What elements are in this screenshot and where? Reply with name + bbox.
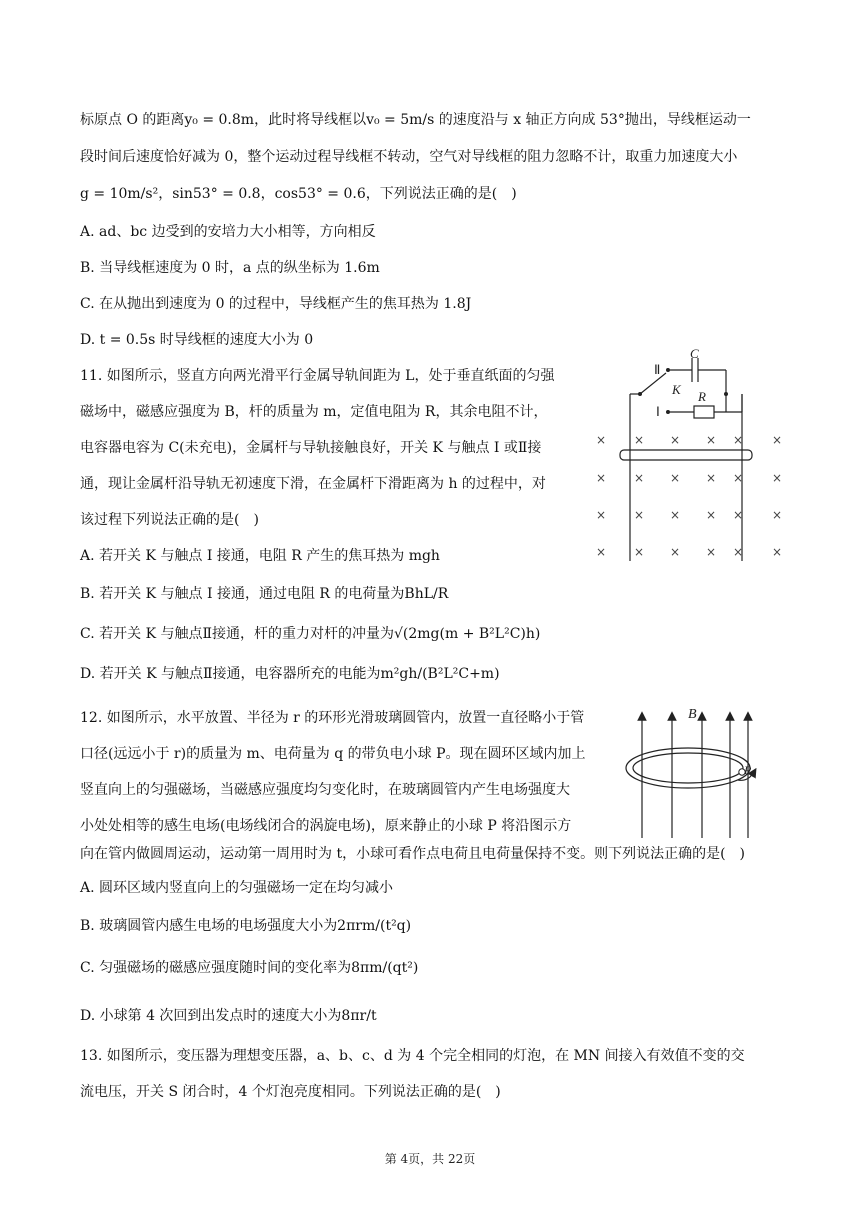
field-x-mark: × <box>670 508 681 522</box>
field-x-mark: × <box>670 471 681 485</box>
field-x-mark: × <box>706 433 717 447</box>
field-x-mark: × <box>596 471 607 485</box>
field-x-mark: × <box>772 508 783 522</box>
switch-pivot-dot <box>638 392 642 396</box>
field-x-mark: × <box>634 545 645 559</box>
label-ii: Ⅱ <box>654 362 661 377</box>
field-x-mark: × <box>706 471 717 485</box>
field-x-mark: × <box>596 433 607 447</box>
field-x-mark: × <box>772 471 783 485</box>
field-x-mark: × <box>733 471 744 485</box>
field-x-mark: × <box>634 433 645 447</box>
q12-line-5: 向在管内做圆周运动，运动第一周用时为 t，小球可看作点电荷且电荷量保持不变。则下列说法正确的是( ) <box>80 846 745 862</box>
q13-line-2: 流电压，开关 S 闭合时，4 个灯泡亮度相同。下列说法正确的是( ) <box>80 1084 501 1100</box>
intro-option-b: B. 当导线框速度为 0 时，a 点的纵坐标为 1.6m <box>80 260 380 276</box>
magnetic-field-marks <box>596 433 782 559</box>
field-x-mark: × <box>596 508 607 522</box>
q11-circuit-figure <box>588 346 788 564</box>
page-footer: 第 4页，共 22页 <box>384 1152 476 1166</box>
label-k: K <box>672 382 681 397</box>
q11-line-4: 通，现让金属杆沿导轨无初速度下滑，在金属杆下滑距离为 h 的过程中，对 <box>80 476 546 492</box>
intro-line-2: 段时间后速度恰好减为 0，整个运动过程导线框不转动，空气对导线框的阻力忽略不计，取重力加速度大小 <box>80 149 738 165</box>
intro-option-c: C. 在从抛出到速度为 0 的过程中，导线框产生的焦耳热为 1.8J <box>80 296 472 312</box>
q11-line-2: 磁场中，磁感应强度为 B，杆的质量为 m，定值电阻为 R，其余电阻不计， <box>80 404 548 420</box>
field-x-mark: × <box>706 545 717 559</box>
field-x-mark: × <box>670 433 681 447</box>
label-i: Ⅰ <box>656 404 660 419</box>
intro-option-a: A. ad、bc 边受到的安培力大小相等，方向相反 <box>80 224 376 240</box>
junction-dot <box>724 392 728 396</box>
q11-option-d: D. 若开关 K 与触点Ⅱ接通，电容器所充的电能为m²gh/(B²L²C+m) <box>80 666 500 682</box>
label-c: C <box>690 346 699 361</box>
q13-line-1: 13. 如图所示，变压器为理想变压器，a、b、c、d 为 4 个完全相同的灯泡，在 MN 间接入有效值不变的交 <box>80 1048 745 1064</box>
q12-option-b: B. 玻璃圆管内感生电场的电场强度大小为2πrm/(t²q) <box>80 918 412 934</box>
intro-line-3: g = 10m/s²，sin53° = 0.8，cos53° = 0.6，下列说法正确的是( ) <box>80 186 517 202</box>
q12-line-1: 12. 如图所示，水平放置、半径为 r 的环形光滑玻璃圆管内，放置一直径略小于管 <box>80 710 585 726</box>
intro-option-d: D. t = 0.5s 时导线框的速度大小为 0 <box>80 332 314 348</box>
field-x-mark: × <box>733 508 744 522</box>
q11-option-a: A. 若开关 K 与触点 Ⅰ 接通，电阻 R 产生的焦耳热为 mgh <box>80 548 440 564</box>
field-x-mark: × <box>634 508 645 522</box>
field-x-mark: × <box>634 471 645 485</box>
field-x-mark: × <box>706 508 717 522</box>
field-x-mark: × <box>772 545 783 559</box>
field-x-mark: × <box>772 433 783 447</box>
q12-ring-figure <box>620 702 770 842</box>
q11-option-c: C. 若开关 K 与触点Ⅱ接通，杆的重力对杆的冲量为√(2mg(m + B²L²C)h) <box>80 626 541 642</box>
intro-line-1: 标原点 O 的距离y₀ = 0.8m，此时将导线框以v₀ = 5m/s 的速度沿与 x 轴正方向成 53°抛出，导线框运动一 <box>80 112 751 128</box>
label-r: R <box>698 389 706 404</box>
q12-option-c: C. 匀强磁场的磁感应强度随时间的变化率为8πm/(qt²) <box>80 960 419 976</box>
q11-option-b: B. 若开关 K 与触点 Ⅰ 接通，通过电阻 R 的电荷量为BhL/R <box>80 586 449 602</box>
q11-line-3: 电容器电容为 C(未充电)，金属杆与导轨接触良好，开关 K 与触点 Ⅰ 或Ⅱ接 <box>80 440 542 456</box>
field-x-mark: × <box>596 545 607 559</box>
contact-i-dot <box>666 410 670 414</box>
field-x-mark: × <box>670 545 681 559</box>
q11-line-1: 11. 如图所示，竖直方向两光滑平行金属导轨间距为 L，处于垂直纸面的匀强 <box>80 368 555 384</box>
q12-line-3: 竖直向上的匀强磁场，当磁感应强度均匀变化时，在玻璃圆管内产生电场强度大 <box>80 782 570 798</box>
q12-line-4: 小处处相等的感生电场(电场线闭合的涡旋电场)，原来静止的小球 P 将沿图示方 <box>80 818 572 834</box>
label-p: P <box>744 763 752 777</box>
q11-line-5: 该过程下列说法正确的是( ) <box>80 512 259 528</box>
field-x-mark: × <box>733 433 744 447</box>
q12-option-a: A. 圆环区域内竖直向上的匀强磁场一定在均匀减小 <box>80 880 394 896</box>
field-x-mark: × <box>733 545 744 559</box>
label-b: B <box>688 707 697 722</box>
contact-ii-dot <box>666 368 670 372</box>
q12-line-2: 口径(远远小于 r)的质量为 m、电荷量为 q 的带负电小球 P。现在圆环区域内加上 <box>80 746 586 762</box>
q12-option-d: D. 小球第 4 次回到出发点时的速度大小为8πr/t <box>80 1008 377 1024</box>
